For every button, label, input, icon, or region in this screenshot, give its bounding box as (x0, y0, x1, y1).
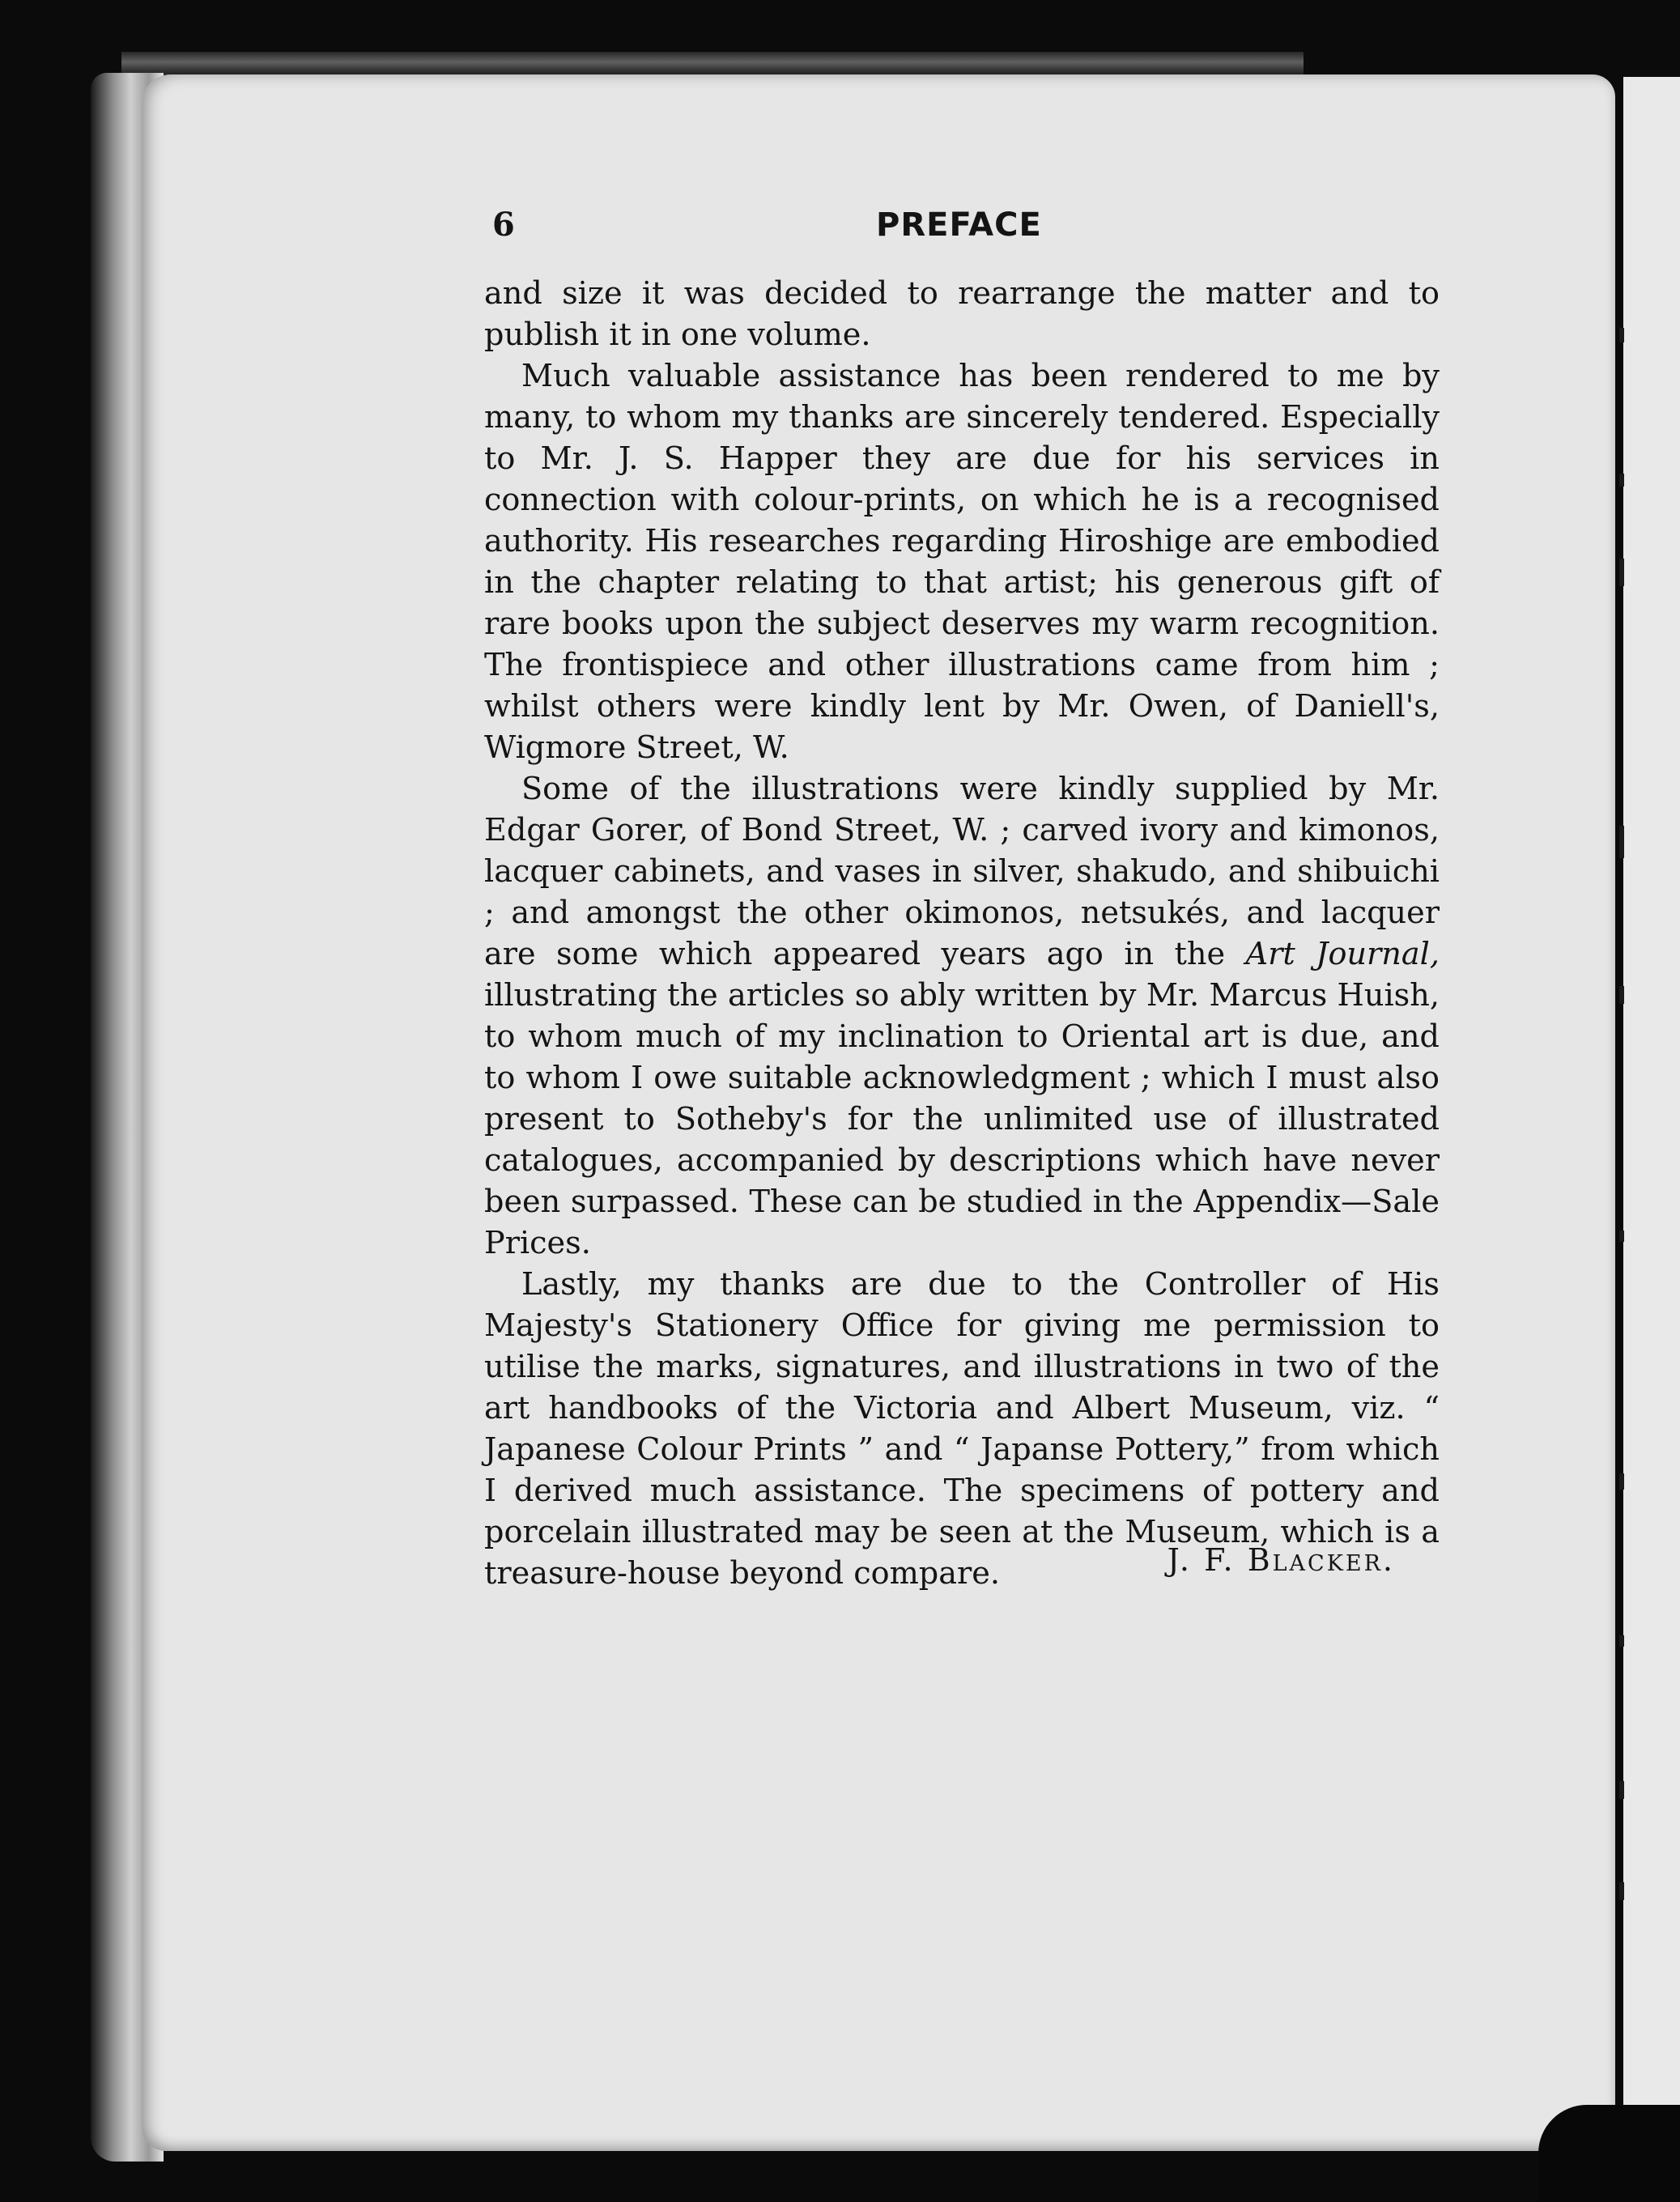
edge-mark (1619, 474, 1624, 487)
paragraph: Much valuable assistance has been rendered to me by many, to whom my thanks are sincerely tendered. Especially to Mr. J. S. Happer they are due for his services in connection with colour-prints, on which he is a recognised authority. His researches regarding Hiroshige are embodied in the chapter relating to that artist; his generous gift of rare books upon the subject deserves my warm recognition. The frontispiece and other illustrations came from him ; whilst others were kindly lent by Mr. Owen, of Daniell's, Wigmore Street, W. (484, 359, 1440, 766)
paragraph-text: illustrating the articles so ably written by Mr. Marcus Huish, to whom much of my inclination to Oriental art is due, and to whom I owe suitable acknowledgment ; which I must also present to Sotheby's for the unlimited use of illustrated catalogues, accompanied by descriptions which have never been surpassed. These can be studied in the Appendix—Sale Prices. (484, 978, 1440, 1261)
author-signature: J. F. Blacker. (1167, 1542, 1395, 1578)
edge-mark (1619, 559, 1624, 586)
paragraph: and size it was decided to rearrange the matter and to publish it in one volume. (484, 276, 1440, 353)
paragraph (484, 769, 1440, 1265)
paragraph: Lastly, my thanks are due to the Controller of His Majesty's Stationery Office for giving me permission to utilise the marks, signatures, and illustrations in two of the art handbooks of the Victoria and Albert Museum, viz. “ Japanese Colour Prints ” and “ Japanse Pottery,” from which I derived much assistance. The specimens of pottery and porcelain illustrated may be seen at the Museum, which is a treasure-house beyond compare. (484, 1267, 1440, 1592)
edge-mark (1619, 1635, 1624, 1647)
edge-mark (1619, 1473, 1624, 1490)
edge-mark (1619, 826, 1624, 858)
paragraph-text: Some of the illustrations were kindly supplied by Mr. Edgar Gorer, of Bond Street, W. ; carved ivory and kimonos, lacquer cabinets, and vases in silver, shakudo, and shibuichi ; and amongst the other okimonos, netsukés, and lacquer are some which appeared years ago in the (484, 772, 1440, 972)
edge-mark (1619, 1781, 1624, 1799)
journal-title: Art Journal, (1245, 937, 1440, 972)
edge-mark (1619, 328, 1624, 342)
page-number: 6 (492, 206, 515, 244)
next-page-sliver (1623, 77, 1680, 2149)
body-text (484, 274, 1440, 1595)
edge-mark (1619, 1231, 1624, 1242)
running-head: PREFACE (876, 206, 1042, 244)
edge-mark (1619, 986, 1624, 1004)
scan-shadow (1538, 2105, 1680, 2202)
edge-mark (1619, 1882, 1624, 1900)
